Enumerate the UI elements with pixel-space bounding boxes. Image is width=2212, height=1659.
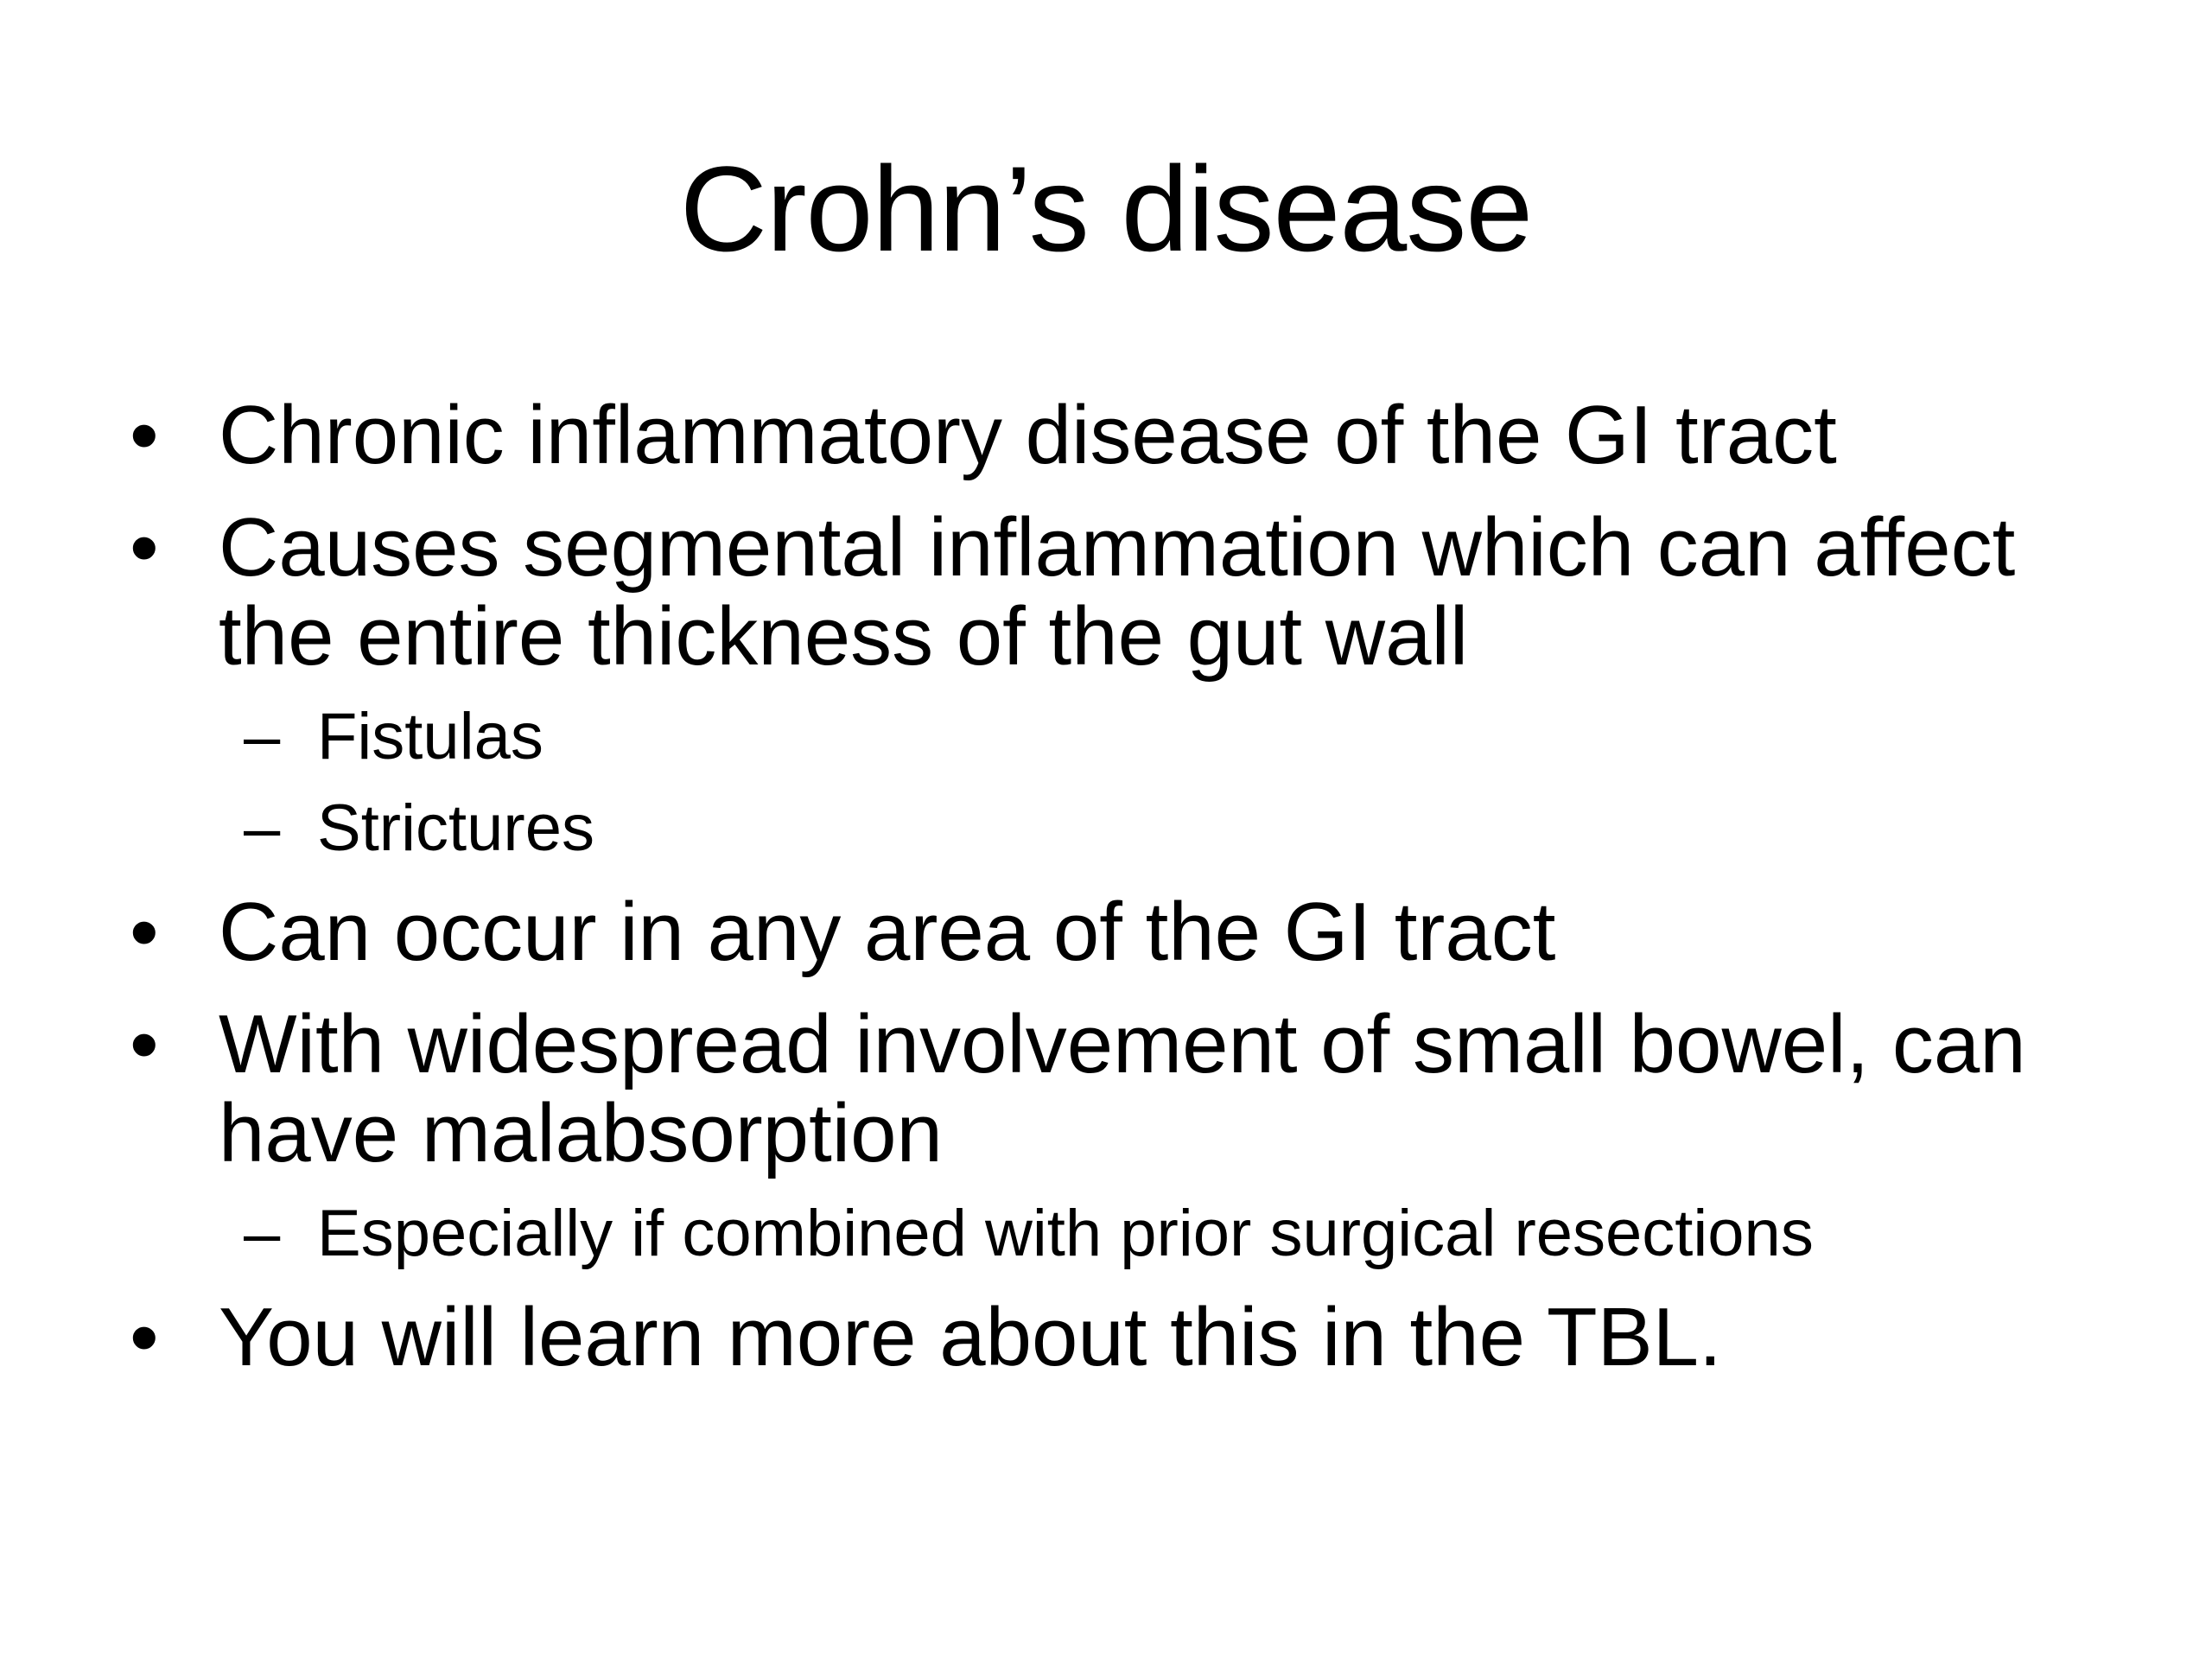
slide-body xyxy=(130,391,2108,1405)
bullet-item xyxy=(130,1293,2108,1382)
sub-bullet-item xyxy=(130,701,2108,773)
bullet-item xyxy=(130,1000,2108,1178)
bullet-text: With widespread involvement of small bowel, can have malabsorption xyxy=(219,998,2026,1179)
dash-icon: – xyxy=(244,1197,281,1270)
bullet-icon: • xyxy=(130,998,159,1090)
dash-icon: – xyxy=(244,791,281,865)
sub-bullet-item xyxy=(130,792,2108,865)
sub-bullet-text: Strictures xyxy=(317,791,594,865)
bullet-text: Can occur in any area of the GI tract xyxy=(219,886,1556,978)
sub-bullet-text: Fistulas xyxy=(317,700,543,773)
bullet-icon: • xyxy=(130,389,159,481)
sub-bullet-item xyxy=(130,1198,2108,1270)
bullet-icon: • xyxy=(130,1291,159,1383)
bullet-text: Causes segmental inflammation which can affect the entire thickness of the gut wall xyxy=(219,501,2016,683)
bullet-text: You will learn more about this in the TBL. xyxy=(219,1291,1722,1383)
dash-icon: – xyxy=(244,700,281,773)
sub-bullet-text: Especially if combined with prior surgical resections xyxy=(317,1197,1814,1270)
bullet-item xyxy=(130,887,2108,976)
bullet-item xyxy=(130,503,2108,681)
bullet-icon: • xyxy=(130,501,159,594)
slide-title: Crohn’s disease xyxy=(679,141,1533,276)
bullet-item xyxy=(130,391,2108,480)
bullet-icon: • xyxy=(130,886,159,978)
bullet-text: Chronic inflammatory disease of the GI tract xyxy=(219,389,1837,481)
